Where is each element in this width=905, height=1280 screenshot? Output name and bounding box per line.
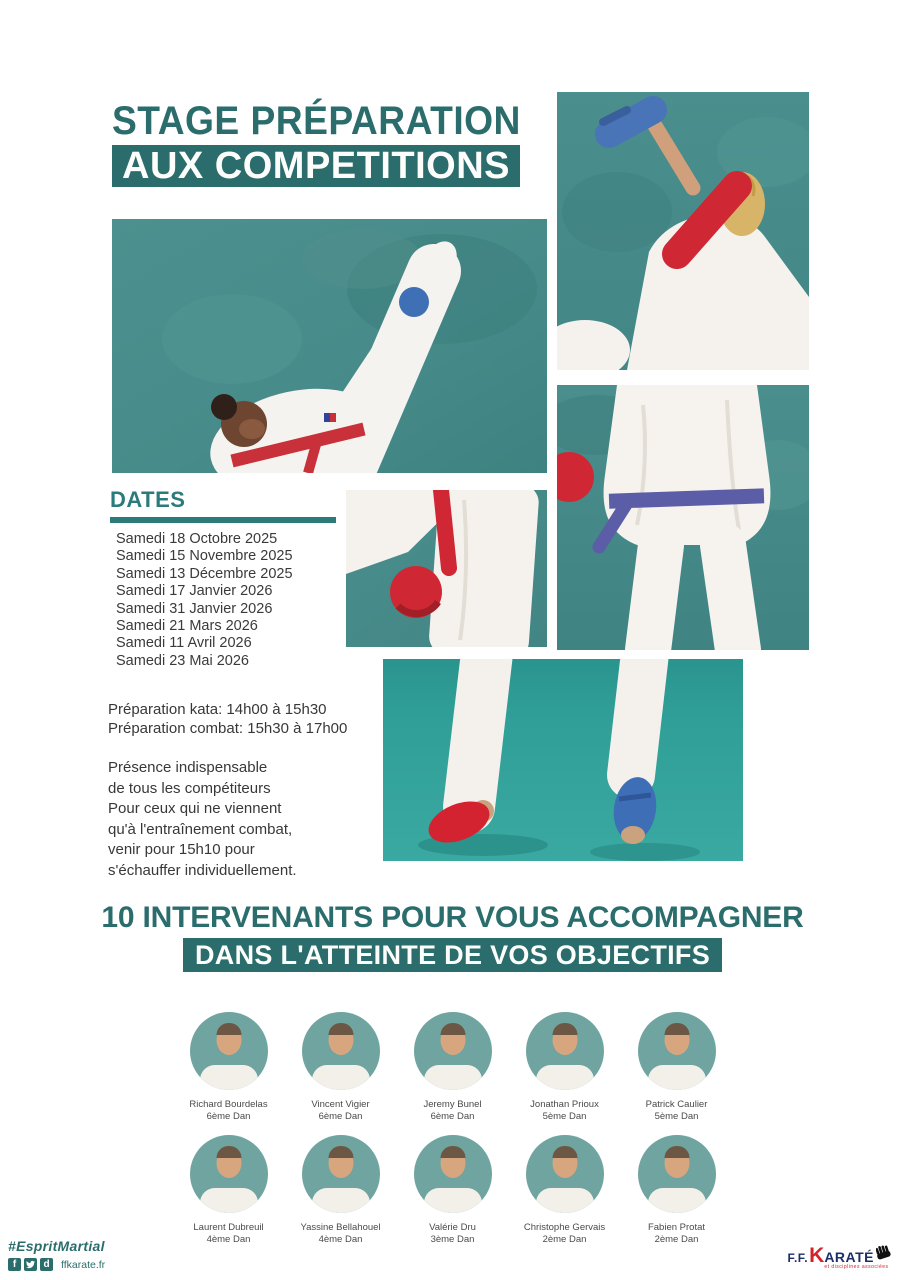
logo-k: K [809, 1244, 825, 1267]
dates-underline [110, 517, 336, 523]
dailymotion-icon[interactable]: d [40, 1258, 53, 1271]
fist-icon [876, 1245, 893, 1265]
instructor-card [293, 1012, 388, 1123]
instructor-photo [526, 1135, 604, 1213]
instructors-row-1 [0, 1012, 905, 1123]
website-link[interactable]: ffkarate.fr [61, 1258, 106, 1271]
date-item: Samedi 31 Janvier 2026 [116, 600, 273, 617]
schedule-section [108, 701, 347, 738]
avatar-hair [216, 1146, 241, 1158]
instructor-name: Yassine Bellahouel [300, 1222, 381, 1233]
photo-kicking-athlete [112, 219, 547, 473]
instructor-rank: 3ème Dan [430, 1234, 475, 1245]
instructor-card [629, 1012, 724, 1123]
avatar-hair [552, 1023, 577, 1035]
poster-title [112, 100, 552, 187]
schedule-kata: Préparation kata: 14h00 à 15h30 [108, 701, 327, 718]
instructor-photo [414, 1135, 492, 1213]
instructor-rank: 5ème Dan [542, 1111, 587, 1122]
hashtag-esprit-martial: #EspritMartial [8, 1238, 105, 1254]
note-line: s'échauffer individuellement. [108, 861, 297, 879]
note-line: de tous les compétiteurs [108, 779, 271, 797]
date-item: Samedi 15 Novembre 2025 [116, 548, 293, 565]
instructor-card [181, 1012, 276, 1123]
date-item: Samedi 11 Avril 2026 [116, 635, 252, 652]
date-item: Samedi 13 Décembre 2025 [116, 565, 293, 582]
note-line: venir pour 15h10 pour [108, 841, 255, 859]
instructor-photo [190, 1012, 268, 1090]
dates-list [110, 531, 336, 670]
instructor-photo [638, 1012, 716, 1090]
instructor-card [293, 1135, 388, 1246]
photo-fighters-guard-up [557, 92, 809, 370]
intervenants-heading [0, 901, 905, 972]
instructor-rank: 6ème Dan [430, 1111, 475, 1122]
note-line: qu'à l'entraînement combat, [108, 820, 293, 838]
instructor-card [405, 1135, 500, 1246]
instructor-name: Vincent Vigier [311, 1099, 370, 1110]
avatar-hair [440, 1146, 465, 1158]
instructor-name: Laurent Dubreuil [193, 1222, 264, 1233]
date-item: Samedi 23 Mai 2026 [116, 652, 249, 669]
note-line: Présence indispensable [108, 759, 268, 776]
dates-heading: DATES [110, 487, 186, 512]
date-item: Samedi 17 Janvier 2026 [116, 583, 273, 600]
instructor-rank: 2ème Dan [542, 1234, 587, 1245]
twitter-icon[interactable] [24, 1258, 37, 1271]
social-row [8, 1258, 105, 1271]
avatar-hair [664, 1146, 689, 1158]
instructor-rank: 4ème Dan [318, 1234, 363, 1245]
note-line: Pour ceux qui ne viennent [108, 800, 282, 818]
title-line1: STAGE PRÉPARATION [112, 99, 521, 143]
instructor-name: Richard Bourdelas [189, 1099, 268, 1110]
logo-ff: F.F. [787, 1251, 809, 1265]
instructor-card [517, 1012, 612, 1123]
logo-arate: ARATÉ et disciplines associées [824, 1249, 889, 1270]
instructor-name: Patrick Caulier [645, 1099, 708, 1110]
instructor-card [405, 1012, 500, 1123]
avatar-hair [664, 1023, 689, 1035]
facebook-icon[interactable]: f [8, 1258, 21, 1271]
dates-section [110, 487, 336, 670]
instructor-rank: 4ème Dan [206, 1234, 251, 1245]
avatar-hair [216, 1023, 241, 1035]
photo-fighter-back-view [557, 385, 809, 650]
intervenants-heading-line1: 10 INTERVENANTS POUR VOUS ACCOMPAGNER [101, 901, 804, 934]
date-item: Samedi 18 Octobre 2025 [116, 531, 278, 547]
instructor-rank: 5ème Dan [654, 1111, 699, 1122]
instructor-photo [190, 1135, 268, 1213]
attendance-note [108, 758, 297, 882]
schedule-combat: Préparation combat: 15h30 à 17h00 [108, 719, 348, 737]
ffkarate-logo-text [787, 1244, 889, 1270]
instructors-row-2 [0, 1135, 905, 1246]
avatar-hair [440, 1023, 465, 1035]
title-line2: AUX COMPETITIONS [112, 145, 520, 187]
instructor-name: Jonathan Prioux [530, 1099, 599, 1110]
instructor-photo [302, 1012, 380, 1090]
avatar-hair [552, 1146, 577, 1158]
photo-feet-footpads [383, 659, 743, 861]
date-item: Samedi 21 Mars 2026 [116, 618, 258, 635]
instructor-card [629, 1135, 724, 1246]
avatar-hair [328, 1023, 353, 1035]
instructor-name: Christophe Gervais [523, 1222, 606, 1233]
instructor-rank: 2ème Dan [654, 1234, 699, 1245]
instructor-name: Valérie Dru [429, 1222, 476, 1233]
instructor-photo [414, 1012, 492, 1090]
instructor-card [181, 1135, 276, 1246]
ffkarate-logo [787, 1244, 893, 1270]
instructor-name: Fabien Protat [647, 1222, 706, 1233]
intervenants-heading-line2: DANS L'ATTEINTE DE VOS OBJECTIFS [183, 938, 722, 972]
logo-tagline: et disciplines associées [824, 1264, 889, 1270]
instructor-rank: 6ème Dan [318, 1111, 363, 1122]
instructor-rank: 6ème Dan [206, 1111, 251, 1122]
instructor-card [517, 1135, 612, 1246]
instructor-photo [638, 1135, 716, 1213]
avatar-hair [328, 1146, 353, 1158]
instructor-photo [526, 1012, 604, 1090]
photo-red-glove-closeup [346, 490, 547, 647]
instructor-photo [302, 1135, 380, 1213]
instructor-name: Jeremy Bunel [423, 1099, 482, 1110]
